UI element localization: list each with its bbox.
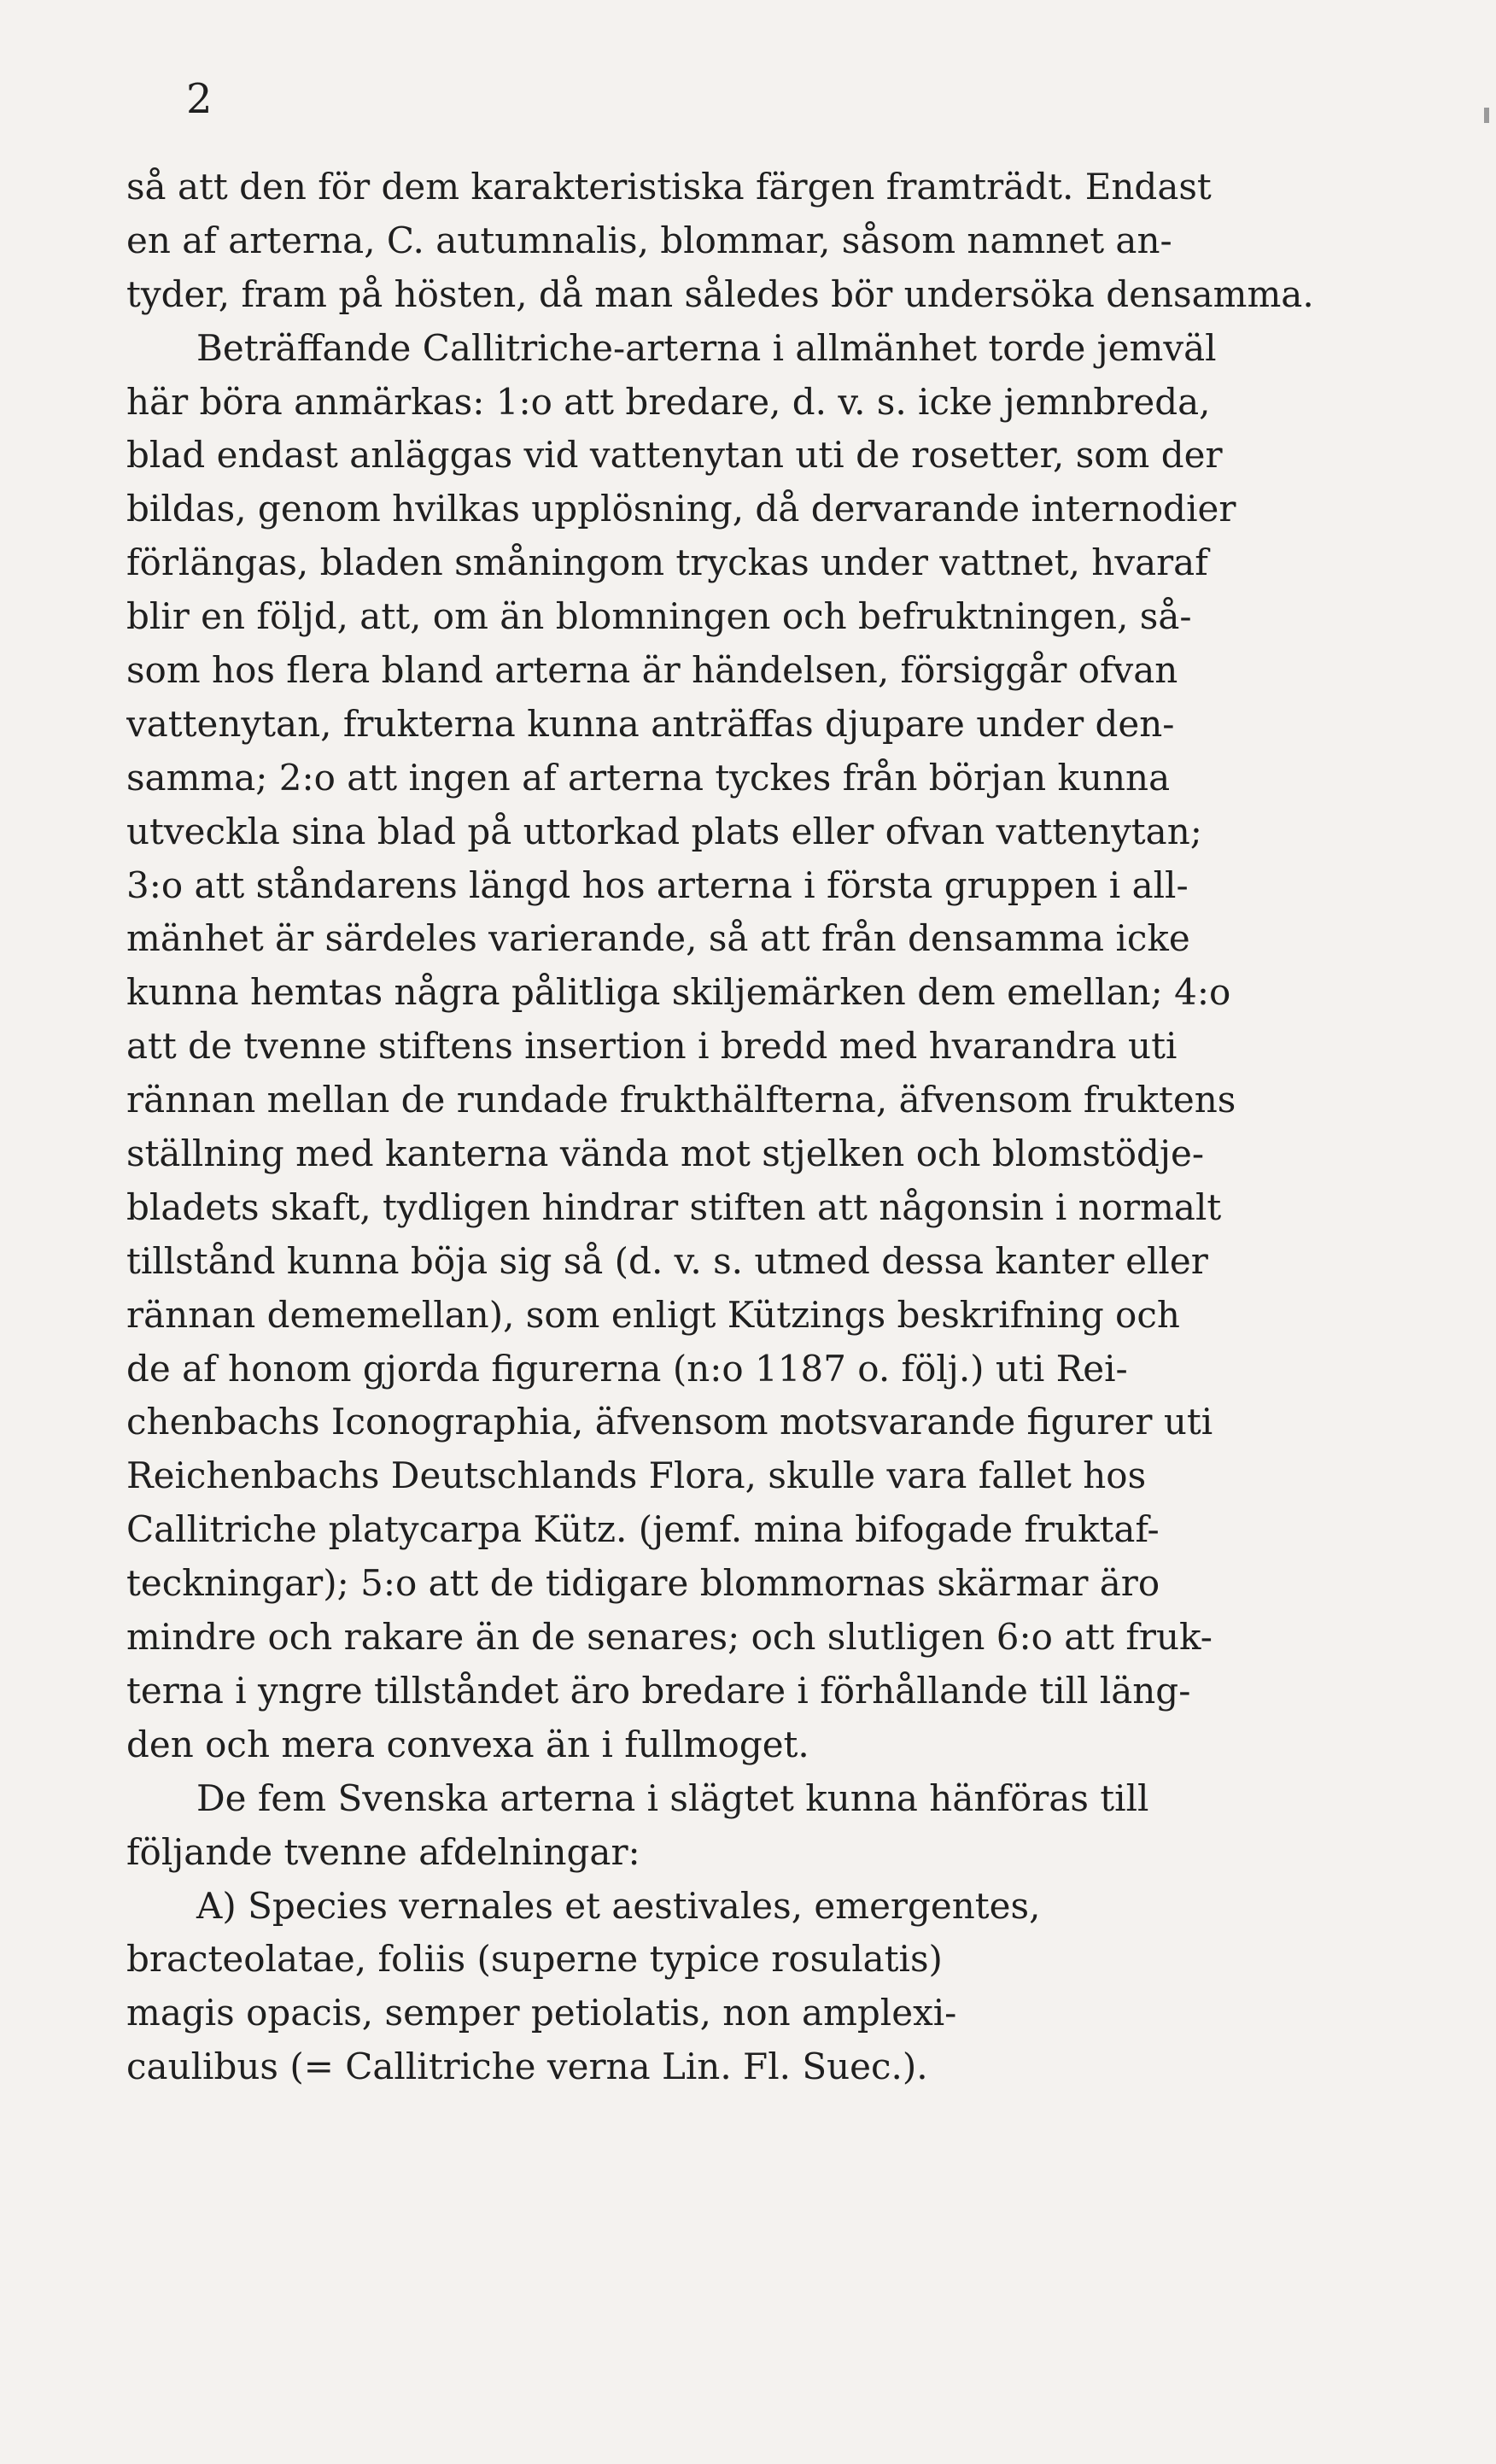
text-line: bracteolatae, foliis (superne typice rosulatis) [126,1938,943,1981]
text-line: att de tvenne stiftens insertion i bredd med hvarandra uti [126,1025,1178,1068]
text-line: terna i yngre tillståndet äro bredare i förhållande till läng- [126,1669,1191,1712]
text-line: utveckla sina blad på uttorkad plats eller ofvan vattenytan; [126,810,1202,852]
text-line: tillstånd kunna böja sig så (d. v. s. utmed dessa kanter eller [126,1239,1208,1282]
text-line: som hos flera bland arterna är händelsen, försiggår ofvan [126,649,1178,692]
text-line: kunna hemtas några pålitliga skiljemärken dem emellan; 4:o [126,971,1231,1014]
text-line: blad endast anläggas vid vattenytan uti de rosetter, som der [126,434,1223,477]
text-line: de af honom gjorda figurerna (n:o 1187 o. följ.) uti Rei- [126,1347,1128,1390]
text-line: här böra anmärkas: 1:o att bredare, d. v. s. icke jemnbreda, [126,380,1211,423]
page-edge-mark [1484,108,1489,123]
text-line: teckningar); 5:o att de tidigare blommornas skärmar äro [126,1562,1160,1605]
text-line: Callitriche platycarpa Kütz. (jemf. mina bifogade fruktaf- [126,1508,1160,1551]
text-line: följande tvenne afdelningar: [126,1830,640,1873]
text-line: förlängas, bladen småningom tryckas under vattnet, hvaraf [126,541,1208,584]
text-line: en af arterna, C. autumnalis, blommar, såsom namnet an- [126,219,1172,261]
text-line: samma; 2:o att ingen af arterna tyckes från början kunna [126,756,1171,799]
text-line: 3:o att ståndarens längd hos arterna i första gruppen i all- [126,863,1189,906]
page-number: 2 [186,75,213,123]
text-line: vattenytan, frukterna kunna anträffas djupare under den- [126,702,1175,745]
text-line: rännan dememellan), som enligt Kützings beskrifning och [126,1293,1180,1336]
text-line: bildas, genom hvilkas upplösning, då dervarande internodier [126,488,1236,530]
text-line: bladets skaft, tydligen hindrar stiften att någonsin i normalt [126,1185,1222,1228]
text-line: mindre och rakare än de senares; och slutligen 6:o att fruk- [126,1616,1213,1659]
text-line: ställning med kanterna vända mot stjelken och blomstödje- [126,1133,1205,1175]
text-line: chenbachs Iconographia, äfvensom motsvarande figurer uti [126,1401,1213,1443]
text-line: rännan mellan de rundade frukthälfterna, äfvensom fruktens [126,1079,1236,1121]
body-text [126,161,1335,2094]
text-line: magis opacis, semper petiolatis, non amplexi- [126,1992,957,2034]
text-line: tyder, fram på hösten, då man således bör undersöka densamma. [126,272,1314,315]
text-line: De fem Svenska arterna i slägtet kunna hänföras till [196,1776,1149,1819]
text-line: mänhet är särdeles varierande, så att från densamma icke [126,917,1190,960]
text-line: Reichenbachs Deutschlands Flora, skulle vara fallet hos [126,1454,1147,1497]
text-line: den och mera convexa än i fullmoget. [126,1723,809,1765]
text-line: A) Species vernales et aestivales, emergentes, [196,1884,1041,1927]
text-line: caulibus (= Callitriche verna Lin. Fl. Suec.). [126,2046,928,2088]
text-line: så att den för dem karakteristiska färgen framträdt. Endast [126,166,1212,208]
text-line: Beträffande Callitriche-arterna i allmänhet torde jemväl [196,326,1217,369]
text-line: blir en följd, att, om än blomningen och befruktningen, så- [126,595,1192,638]
